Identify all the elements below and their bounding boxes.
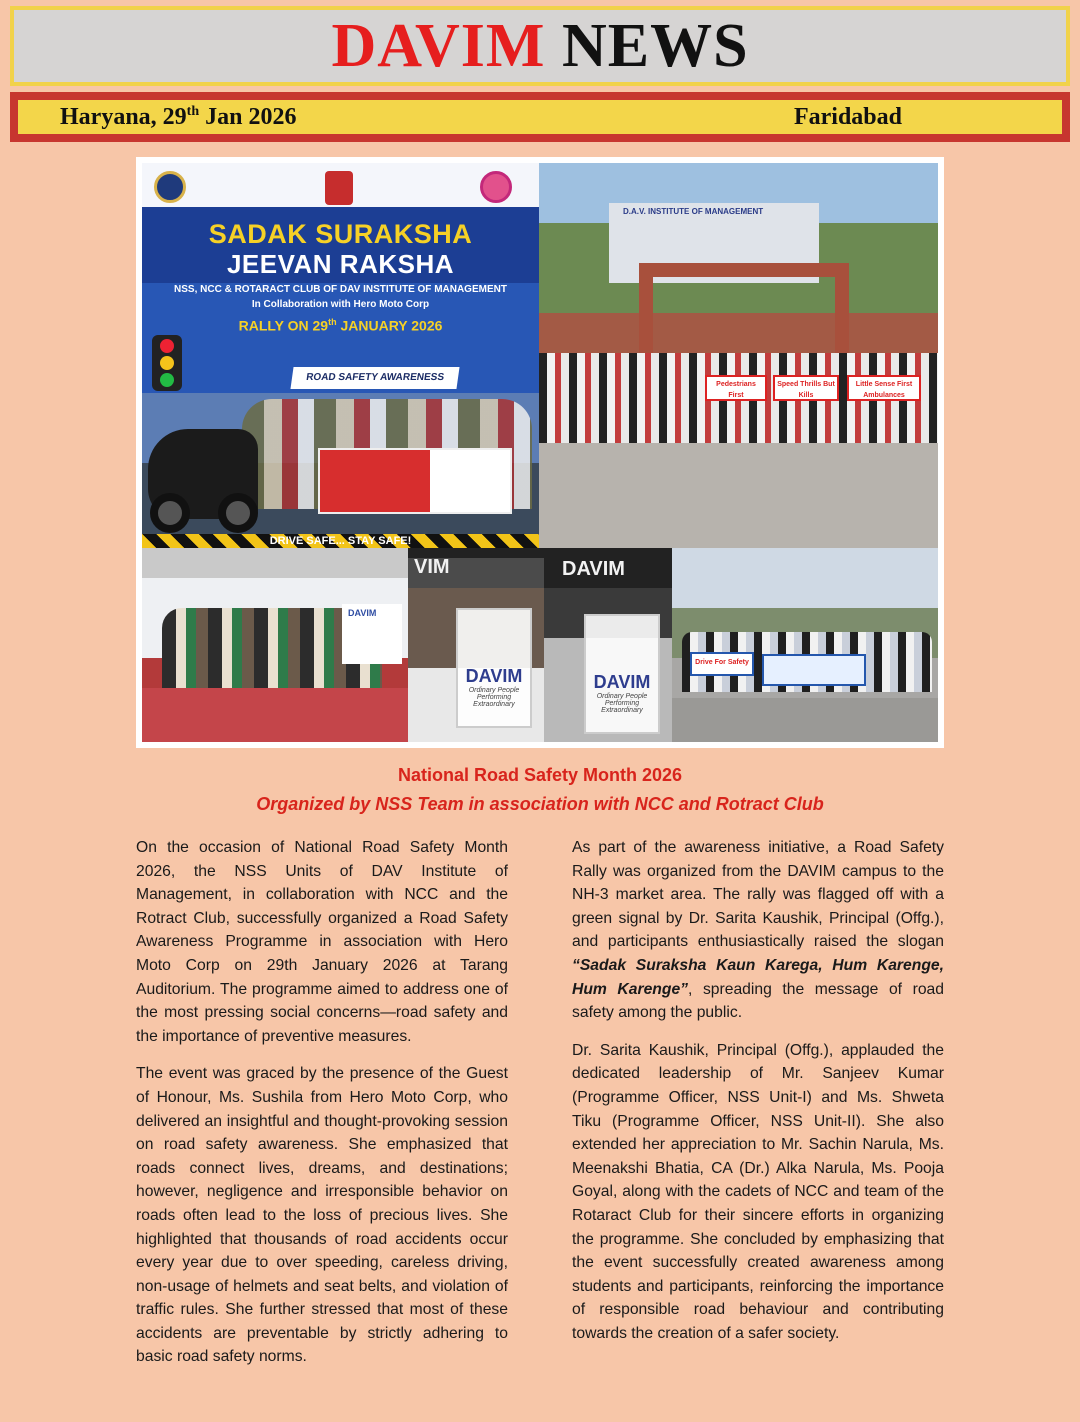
article-heading: National Road Safety Month 2026 bbox=[397, 765, 683, 785]
traffic-light-icon bbox=[152, 335, 182, 391]
backdrop-sign-2: DAVIM bbox=[562, 558, 625, 580]
placard-2: Speed Thrills But Kills bbox=[773, 375, 839, 401]
poster-headline-1: SADAK SURAKSHA bbox=[208, 219, 473, 249]
dateline-inner bbox=[18, 100, 1062, 134]
lectern-2 bbox=[584, 614, 660, 734]
rally-slogan: “Sadak Suraksha Kaun Karega, Hum Karenge, Hum Karenge” bbox=[572, 956, 944, 998]
paragraph-3-part-b: , spreading the message of road safety among the public. bbox=[572, 980, 944, 1022]
event-poster bbox=[142, 163, 539, 548]
title-red-part: DAVIM bbox=[331, 12, 546, 80]
standee-label: DAVIM bbox=[348, 608, 377, 618]
masthead-inner bbox=[14, 10, 1066, 82]
ncc-logo-icon bbox=[325, 171, 353, 205]
poster-rally-post: JANUARY 2026 bbox=[336, 317, 443, 334]
dateline-place: Haryana, 29 bbox=[60, 103, 187, 130]
dateline-bar bbox=[10, 92, 1070, 142]
dateline-date-sup: th bbox=[186, 103, 200, 119]
dateline-date bbox=[60, 104, 296, 131]
street-placard: Drive For Safety bbox=[690, 652, 754, 676]
dav-logo-icon bbox=[154, 171, 186, 203]
poster-rally-sup: th bbox=[328, 317, 337, 327]
dateline-city: Faridabad bbox=[793, 103, 902, 130]
speaker-photo-2 bbox=[544, 548, 672, 742]
poster-rally-pre: RALLY ON 29 bbox=[238, 317, 329, 334]
placard-1: Pedestrians First bbox=[705, 375, 767, 401]
poster-footer-slogan: DRIVE SAFE... STAY SAFE! bbox=[142, 534, 539, 548]
street-banner bbox=[762, 654, 866, 686]
poster-organizers: NSS, NCC & ROTARACT CLUB OF DAV INSTITUTE OF MANAGEMENT bbox=[174, 284, 507, 295]
davim-flag bbox=[318, 448, 512, 514]
rotaract-logo-icon bbox=[480, 171, 512, 203]
dateline-date-rest: Jan 2026 bbox=[199, 103, 297, 130]
masthead bbox=[10, 6, 1070, 86]
street-rally-photo bbox=[672, 548, 938, 742]
backdrop-sign-1: VIM bbox=[414, 556, 450, 578]
motorcycle-wheel-front bbox=[150, 493, 190, 533]
article-subheading: Organized by NSS Team in association with NCC and Rotract Club bbox=[256, 794, 824, 814]
motorcycle-wheel-rear bbox=[218, 493, 258, 533]
building-label: D.A.V. INSTITUTE OF MANAGEMENT bbox=[623, 207, 764, 216]
paragraph-3-part-a: As part of the awareness initiative, a Road Safety Rally was organized from the DAVIM campus to the NH-3 market area. The rally was flagged off with a green signal by Dr. Sarita Kaushik, Principal (Offg.), and participants enthusiastically raised the slogan bbox=[572, 839, 944, 951]
lectern-2-text: DAVIM bbox=[593, 672, 651, 692]
article-paragraph-3 bbox=[572, 836, 944, 1025]
article-paragraph-1: On the occasion of National Road Safety Month 2026, the NSS Units of DAV Institute of Management, in collaboration with NCC and the Rotract Club, successfully organized a Road Safety Awareness Programme in association with Hero Moto Corp on 29th January 2026 at Tarang Auditorium. The programme aimed to address one of the most pressing social concerns—road safety and the importance of preventive measures. bbox=[136, 839, 508, 1045]
title-black-part: NEWS bbox=[561, 12, 749, 80]
lectern-1 bbox=[456, 608, 532, 728]
newspaper-title bbox=[331, 12, 749, 80]
campus-gate-arch bbox=[639, 263, 849, 363]
lectern-1-tagline: Ordinary People Performing Extraordinary bbox=[468, 687, 520, 708]
poster-rally-date bbox=[142, 317, 539, 334]
placard-3: Little Sense First Ambulances bbox=[847, 375, 921, 401]
felicitation-photo bbox=[142, 548, 408, 742]
campus-gate-rally-photo bbox=[539, 163, 938, 548]
poster-headline-2: JEEVAN RAKSHA bbox=[226, 249, 455, 279]
lectern-2-tagline: Ordinary People Performing Extraordinary bbox=[596, 693, 648, 714]
article-paragraph-4: Dr. Sarita Kaushik, Principal (Offg.), applauded the dedicated leadership of Mr. Sanjeev Kumar (Programme Officer, NSS Unit-I) and Ms. Shweta Tiku (Programme Officer, NSS Unit-II). She also extended her appreciation to Mr. Sachin Narula, Ms. Meenakshi Bhatia, CA (Dr.) Alka Narula, Ms. Pooja Goyal, along with the cadets of NCC and team of the Rotaract Club for their sincere efforts in organizing the programme. She concluded by emphasizing that the event successfully created awareness among students and participants, reinforcing the importance of responsible road behaviour and contributing towards the creation of a safer society. bbox=[572, 1041, 944, 1342]
lectern-1-text: DAVIM bbox=[465, 666, 523, 686]
poster-awareness-banner: ROAD SAFETY AWARENESS bbox=[290, 367, 459, 389]
photo-collage bbox=[136, 157, 944, 748]
article-column-left bbox=[136, 836, 508, 1383]
article-column-right bbox=[572, 836, 944, 1359]
article-paragraph-2: The event was graced by the presence of the Guest of Honour, Ms. Sushila from Hero Moto Corp, who delivered an insightful and thought-provoking session on road safety awareness. She emphasized that roads connect lives, dreams, and destinations; however, negligence and irresponsible behavior on roads often lead to the loss of precious lives. She highlighted that thousands of road accidents occur every year due to over speeding, careless driving, non-usage of helmets and seat belts, and violation of traffic rules. She further stressed that most of these accidents are preventable by strictly adhering to basic road safety norms. bbox=[136, 1065, 508, 1366]
poster-collaboration: In Collaboration with Hero Moto Corp bbox=[251, 299, 430, 310]
